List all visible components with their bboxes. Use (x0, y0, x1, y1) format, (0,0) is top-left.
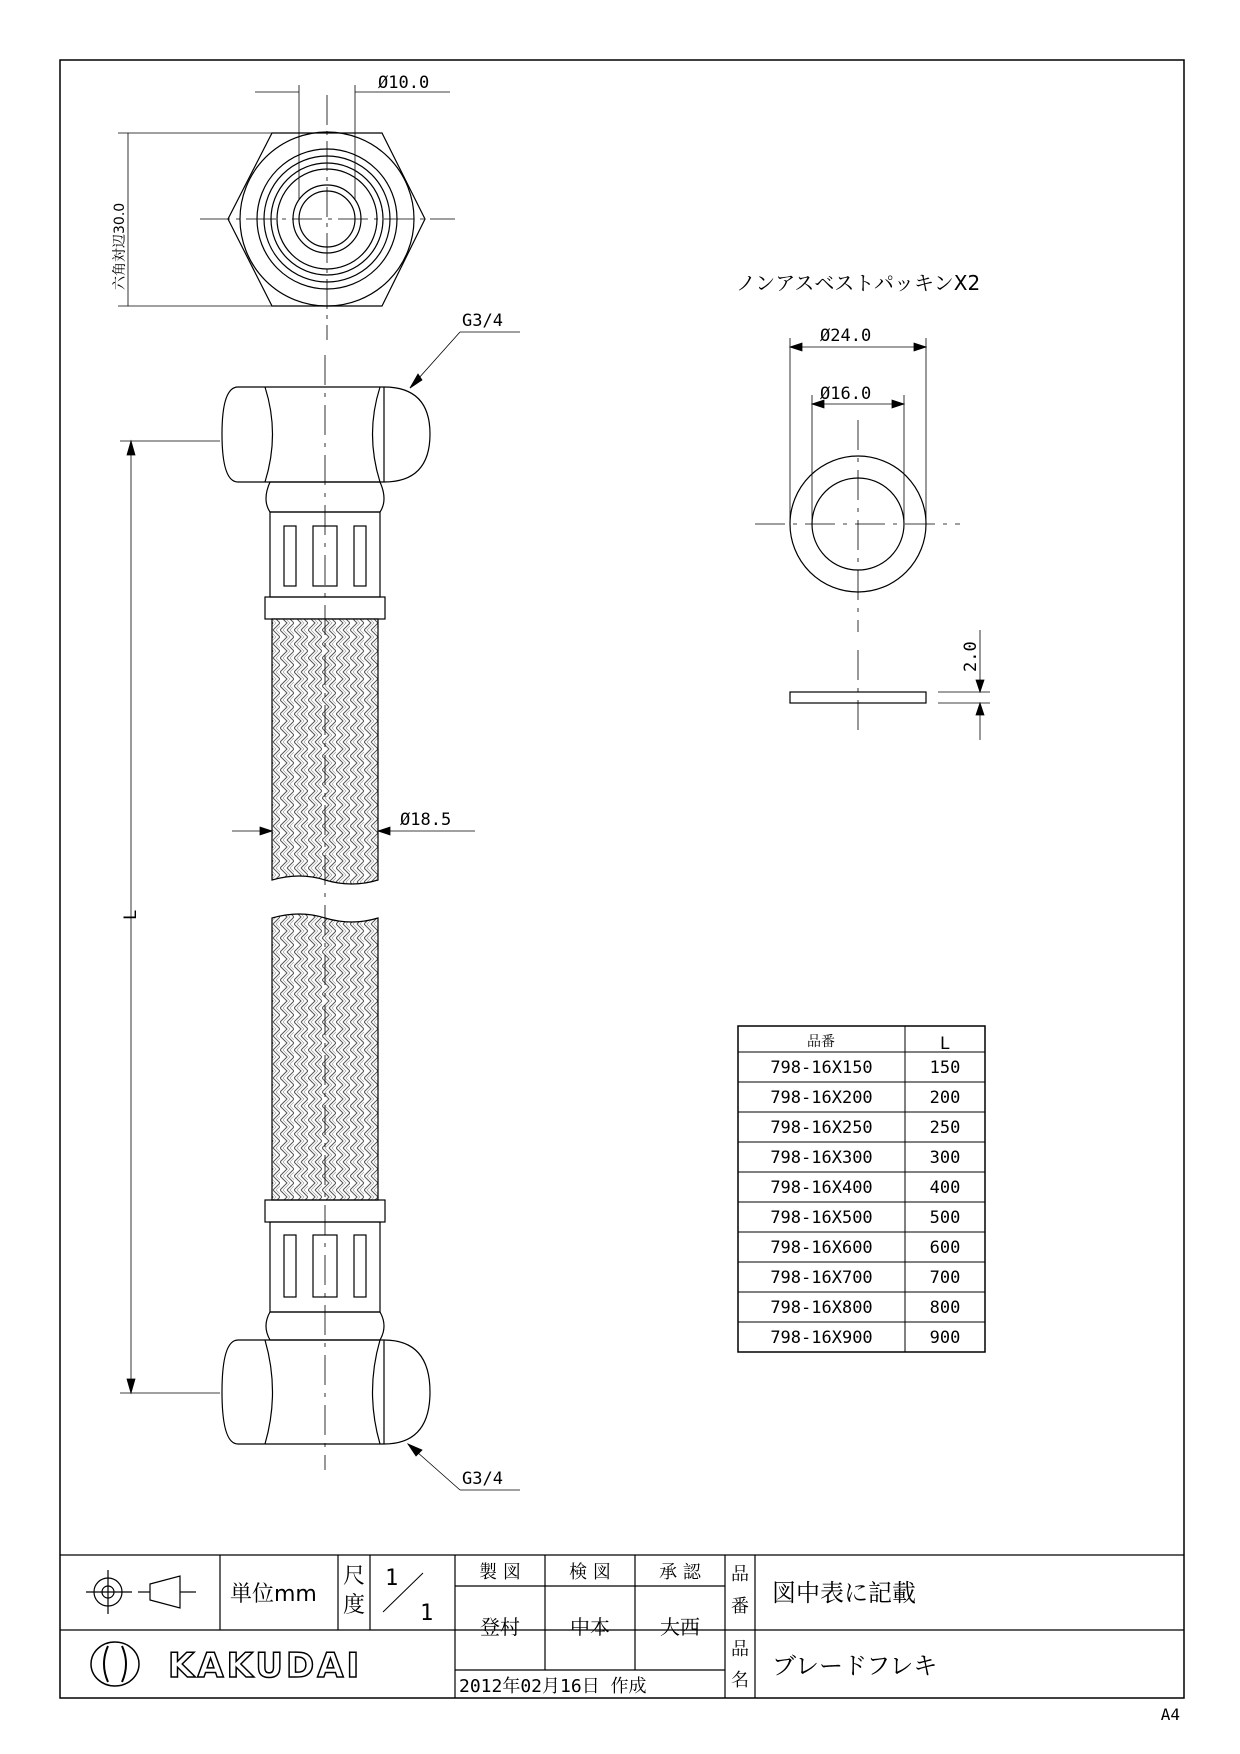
drawn-by: 登村 (480, 1615, 520, 1639)
table-cell-length: 500 (929, 1208, 961, 1228)
hex-flats-label: 六角対辺30.0 (112, 202, 128, 290)
table-cell-part-no: 798-16X800 (770, 1298, 873, 1318)
table-header-part-no: 品番 (807, 1034, 835, 1050)
thread-bottom-label: G3/4 (462, 1469, 503, 1489)
table-cell-part-no: 798-16X200 (770, 1088, 873, 1108)
company-name: KAKUDAI (168, 1646, 363, 1686)
table-cell-part-no: 798-16X700 (770, 1268, 873, 1288)
hex-end-view (200, 95, 455, 340)
hose-dia-label: Ø18.5 (400, 810, 452, 830)
date-created: 2012年02月16日 作成 (459, 1676, 647, 1697)
part-no-value: 図中表に記載 (772, 1579, 916, 1607)
table-cell-length: 900 (929, 1328, 961, 1348)
part-name-value: ブレードフレキ (772, 1652, 938, 1680)
gasket-inner-dim (812, 395, 904, 520)
gasket-inner-label: Ø16.0 (820, 384, 872, 404)
checked-by: 中本 (570, 1615, 610, 1639)
table-cell-part-no: 798-16X400 (770, 1178, 873, 1198)
part-name-label-2: 名 (731, 1670, 749, 1691)
table-cell-part-no: 798-16X300 (770, 1148, 873, 1168)
table-cell-part-no: 798-16X250 (770, 1118, 873, 1138)
hex-flats-dim (118, 133, 272, 306)
part-no-label-1: 品 (731, 1564, 749, 1585)
table-cell-length: 150 (929, 1058, 961, 1078)
table-cell-part-no: 798-16X900 (770, 1328, 873, 1348)
part-name-label-1: 品 (731, 1639, 749, 1660)
unit-label: 単位mm (230, 1582, 317, 1607)
gasket-title: ノンアスベストパッキンX2 (736, 271, 981, 295)
approved-label: 承 認 (659, 1562, 701, 1583)
table-cell-part-no: 798-16X600 (770, 1238, 873, 1258)
company-logo (91, 1642, 362, 1686)
thread-leader-top (410, 332, 520, 388)
table-cell-part-no: 798-16X150 (770, 1058, 873, 1078)
bottom-nut (222, 1340, 430, 1444)
gasket-thickness-label: 2.0 (961, 641, 981, 672)
table-cell-length: 300 (929, 1148, 961, 1168)
thread-top-label: G3/4 (462, 311, 503, 331)
sheet-size: A4 (1160, 1705, 1180, 1724)
part-no-label-2: 番 (731, 1596, 749, 1617)
scale-numerator: 1 (385, 1566, 399, 1591)
table-cell-length: 800 (929, 1298, 961, 1318)
projection-symbol (86, 1570, 196, 1614)
length-label: L (121, 909, 141, 920)
scale-denominator: 1 (420, 1601, 434, 1626)
table-cell-length: 600 (929, 1238, 961, 1258)
table-cell-length: 200 (929, 1088, 961, 1108)
table-cell-length: 400 (929, 1178, 961, 1198)
scale-label-2: 度 (343, 1593, 366, 1618)
table-cell-length: 700 (929, 1268, 961, 1288)
gasket-outer-label: Ø24.0 (820, 326, 872, 346)
gasket-face-view (755, 420, 960, 632)
approved-by: 大西 (660, 1615, 700, 1639)
top-ferrule (265, 482, 385, 619)
top-nut (222, 387, 430, 482)
table-cell-part-no: 798-16X500 (770, 1208, 873, 1228)
table-header-length: L (939, 1034, 951, 1054)
table-cell-length: 250 (929, 1118, 961, 1138)
drawn-label: 製 図 (479, 1562, 521, 1583)
scale-label-1: 尺 (343, 1564, 366, 1589)
bore-dim-label: Ø10.0 (378, 73, 430, 93)
gasket-edge-view (790, 650, 926, 735)
checked-label: 検 図 (569, 1562, 611, 1583)
